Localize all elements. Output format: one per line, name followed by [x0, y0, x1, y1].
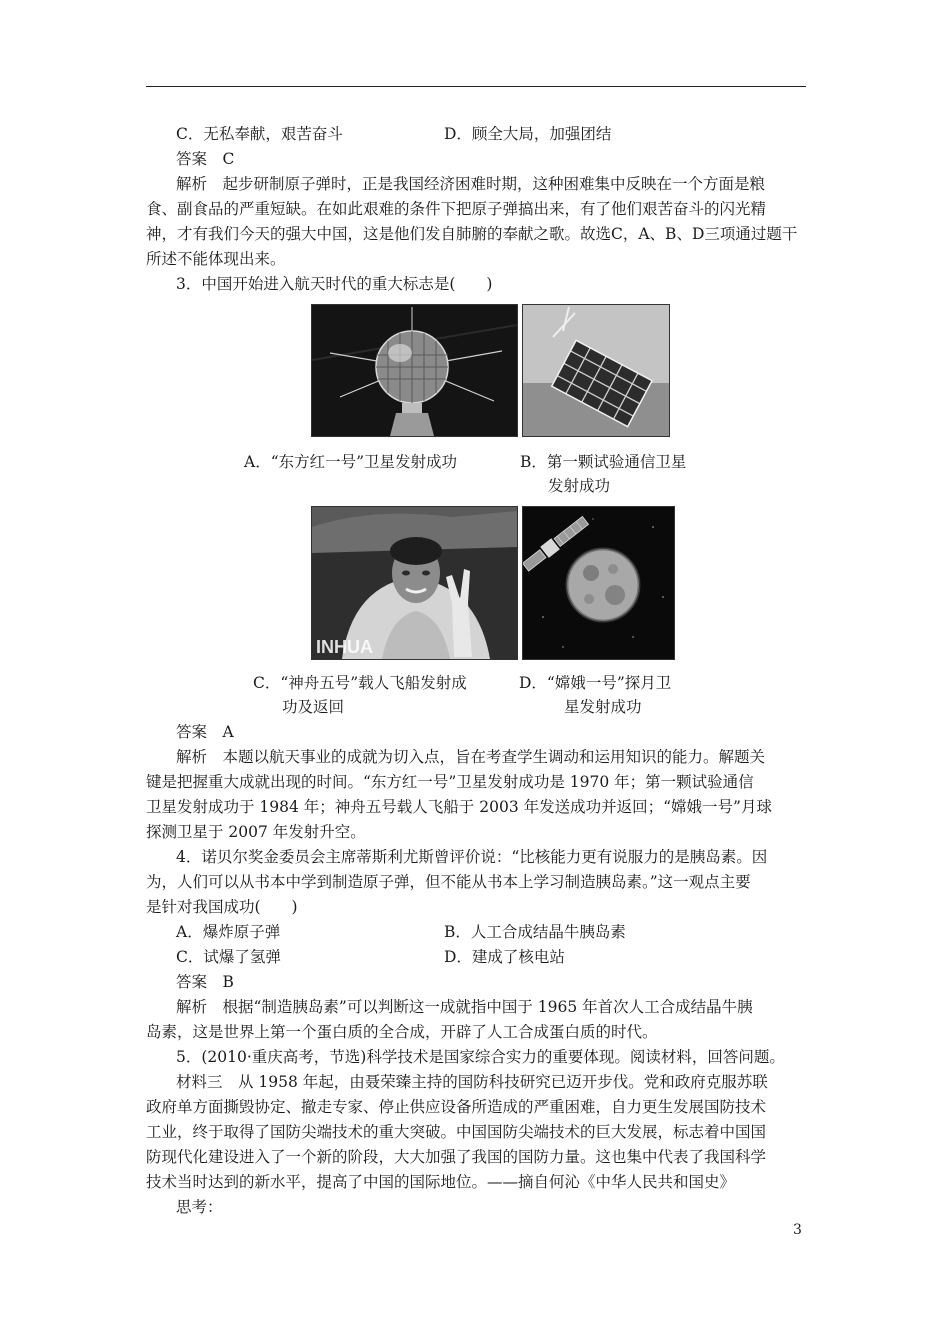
q3-caption-d: D．“嫦娥一号”探月卫: [519, 674, 672, 692]
photo-shenzhou-astronaut: [311, 506, 518, 660]
astronaut-image: [312, 507, 517, 659]
q5-think: 思考：: [176, 1198, 223, 1216]
page-number: 3: [793, 1222, 802, 1238]
q2-analysis-line: 解析 起步研制原子弹时，正是我国经济困难时期，这种困难集中反映在一个方面是粮: [176, 175, 766, 193]
q4-stem-line: 是针对我国成功( ): [146, 898, 298, 916]
q4-option-d: D．建成了核电站: [444, 948, 565, 966]
q3-caption-b: B．第一颗试验通信卫星: [520, 453, 687, 471]
q4-analysis-line: 岛素，这是世界上第一个蛋白质的全合成，开辟了人工合成蛋白质的时代。: [146, 1023, 658, 1041]
q4-answer: 答案 B: [176, 973, 234, 991]
q4-option-b: B．人工合成结晶牛胰岛素: [444, 923, 626, 941]
q3-analysis-line: 键是把握重大成就出现的时间。“东方红一号”卫星发射成功是 1970 年；第一颗试验通信: [146, 773, 754, 791]
q3-answer: 答案 A: [176, 723, 234, 741]
q4-option-a: A．爆炸原子弹: [176, 923, 281, 941]
q4-analysis-line: 解析 根据“制造胰岛素”可以判断这一成就指中国于 1965 年首次人工合成结晶牛胰: [176, 998, 753, 1016]
q2-option-d: D．顾全大局，加强团结: [444, 125, 612, 143]
satellite-sphere-image: [312, 305, 517, 436]
q3-analysis-line: 探测卫星于 2007 年发射升空。: [146, 823, 366, 841]
q3-analysis-line: 卫星发射成功于 1984 年；神舟五号载人飞船于 2003 年发送成功并返回；“嫦娥一号”月球: [146, 798, 772, 816]
lunar-probe-image: [523, 507, 674, 659]
q2-analysis-line: 神，才有我们今天的强大中国，这是他们发自肺腑的奉献之歌。故选C，A、B、D三项通过题干: [146, 225, 798, 243]
q5-stem: 5．(2010·重庆高考，节选)科学技术是国家综合实力的重要体现。阅读材料，回答问题。: [176, 1048, 785, 1066]
q2-option-c: C．无私奉献，艰苦奋斗: [176, 125, 343, 143]
satellite-drum-image: [523, 305, 669, 436]
header-rule: [146, 86, 806, 87]
q3-caption-b-cont: 发射成功: [548, 477, 611, 495]
q3-caption-c-cont: 功及返回: [282, 698, 345, 716]
q4-option-c: C．试爆了氢弹: [176, 948, 281, 966]
q5-material-line: 材料三 从 1958 年起，由聂荣臻主持的国防科技研究已迈开步伐。党和政府克服苏联: [176, 1073, 768, 1091]
q2-analysis-line: 所述不能体现出来。: [146, 250, 286, 268]
q2-analysis-line: 食、副食品的严重短缺。在如此艰难的条件下把原子弹搞出来，有了他们艰苦奋斗的闪光精: [146, 200, 767, 218]
q3-caption-c: C．“神舟五号”载人飞船发射成: [253, 674, 467, 692]
q4-stem-line: 为，人们可以从书本中学到制造原子弹，但不能从书本上学习制造胰岛素。”这一观点主要: [146, 873, 751, 891]
q5-material-line: 政府单方面撕毁协定、撤走专家、停止供应设备所造成的严重困难，自力更生发展国防技术: [146, 1098, 767, 1116]
q4-stem-line: 4．诺贝尔奖金委员会主席蒂斯利尤斯曾评价说：“比核能力更有说服力的是胰岛素。因: [176, 848, 768, 866]
q3-analysis-line: 解析 本题以航天事业的成就为切入点，旨在考查学生调动和运用知识的能力。解题关: [176, 748, 766, 766]
q2-answer: 答案 C: [176, 150, 235, 168]
q5-material-line: 防现代化建设进入了一个新的阶段，大大加强了我国的国防力量。这也集中代表了我国科学: [146, 1148, 767, 1166]
q3-caption-a: A．“东方红一号”卫星发射成功: [244, 453, 458, 471]
q5-material-line: 工业，终于取得了国防尖端技术的重大突破。中国国防尖端技术的巨大发展，标志着中国国: [146, 1123, 767, 1141]
photo-change-lunar-probe: [522, 506, 675, 660]
xinhua-watermark: INHUA: [316, 637, 373, 657]
q3-stem: 3．中国开始进入航天时代的重大标志是( ): [176, 275, 493, 293]
q5-material-line: 技术当时达到的新水平，提高了中国的国际地位。——摘自何沁《中华人民共和国史》: [146, 1173, 736, 1191]
photo-communication-satellite: [522, 304, 670, 437]
q3-caption-d-cont: 星发射成功: [564, 698, 642, 716]
photo-dongfanghong-satellite: [311, 304, 518, 437]
